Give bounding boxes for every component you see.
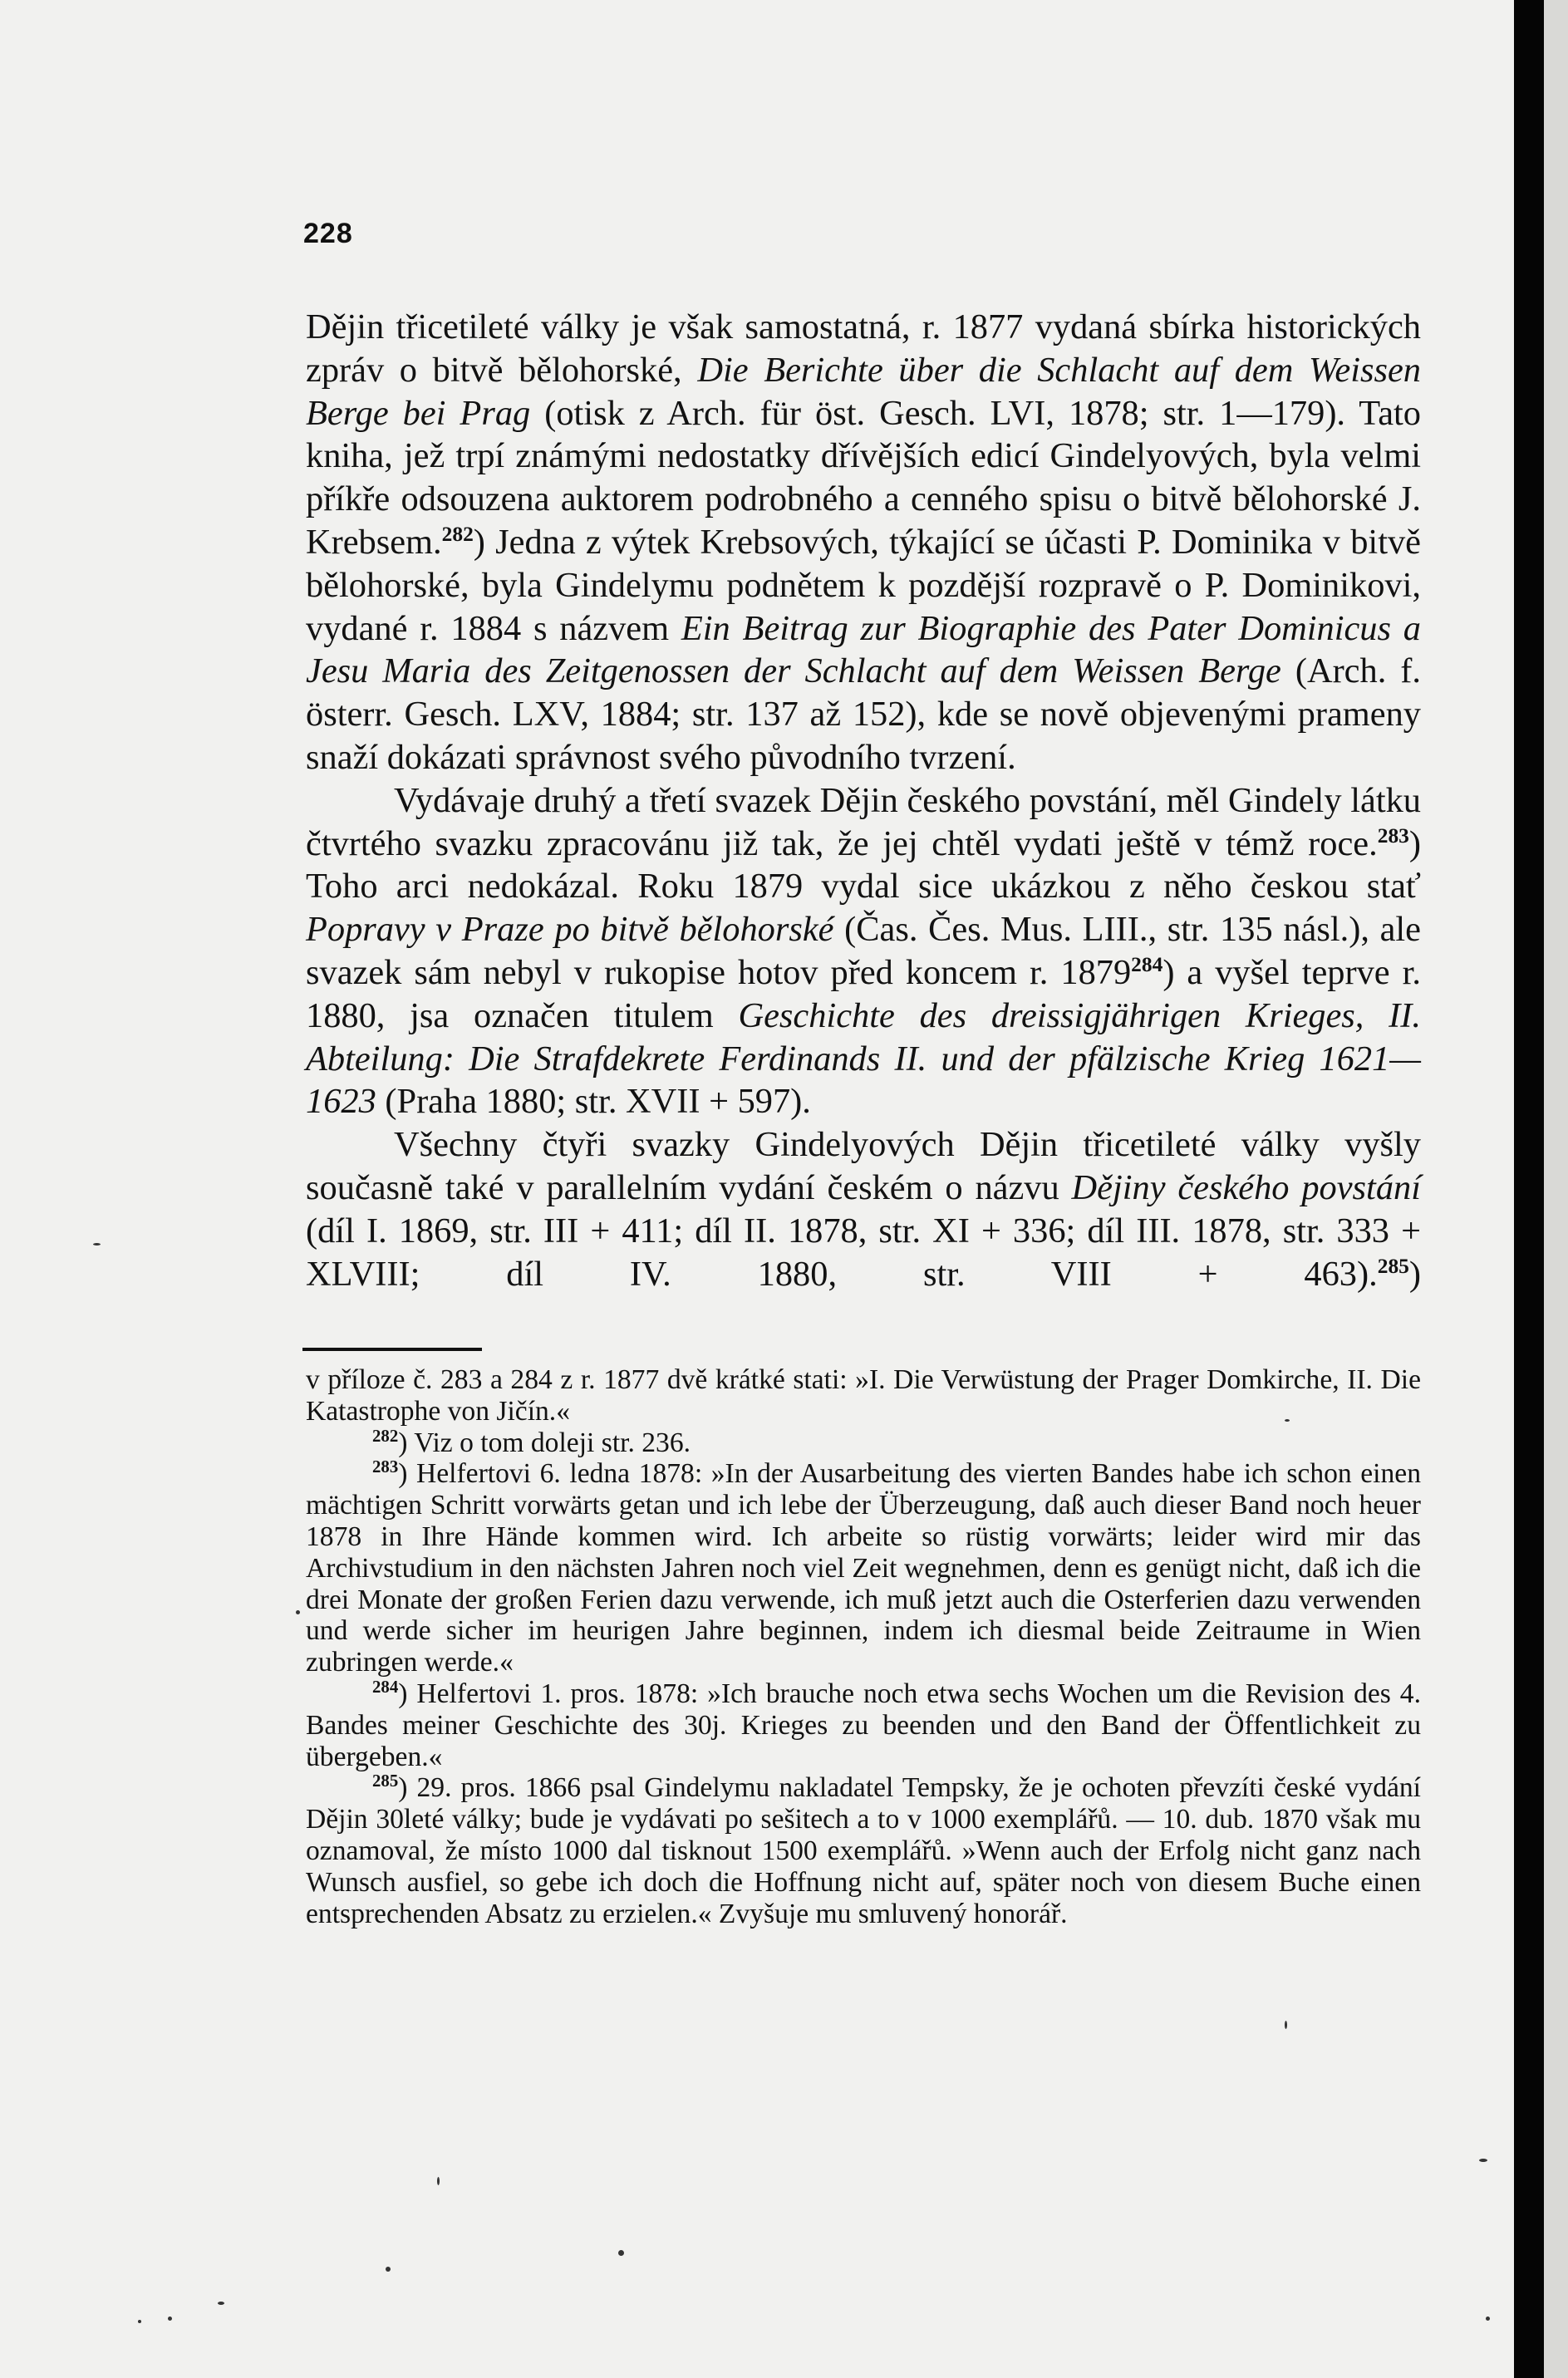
p1-text-c: ) Jedna z výtek Krebsových, týkající se účasti P. Dominika v bitvě bělohorské, byla Gindelymu podnětem k pozdější rozpravě o P. Dominikovi, vydané r. 1884 s názvem bbox=[306, 522, 1421, 648]
scan-speck bbox=[1479, 2159, 1487, 2162]
footnotes bbox=[306, 1364, 1421, 1929]
scan-speck bbox=[93, 1243, 101, 1246]
paragraph-1 bbox=[306, 306, 1421, 779]
footnote-285-text: ) 29. pros. 1866 psal Gindelymu nakladatel Tempsky, že je ochoten převzíti české vydání Dějin 30leté války; bude je vydávati po sešitech a to v 1000 exemplářů. — 10. dub. 1870 však mu oznamoval, že místo 1000 dal tisknout 1500 exemplářů. »Wenn auch der Erfolg nicht ganz nach Wunsch ausfiel, so gebe ich doch die Hoffnung nicht auf, später noch von diesem Buche einen entsprechenden Absatz zu erzielen.« Zvyšuje mu smluvený honorář. bbox=[306, 1772, 1421, 1929]
footnote-continuation: v příloze č. 283 a 284 z r. 1877 dvě krátké stati: »I. Die Verwüstung der Prager Domkirche, II. Die Katastrophe von Jičín.« bbox=[306, 1364, 1421, 1427]
adjacent-page-edge bbox=[1544, 0, 1568, 2378]
p3-text-a: Všechny čtyři svazky Gindelyových Dějin třicetileté války vyšly současně také v parallelním vydání českém o názvu bbox=[306, 1125, 1421, 1207]
scan-speck bbox=[138, 2320, 141, 2323]
footnote-285-mark: 285 bbox=[372, 1771, 399, 1791]
paragraph-2 bbox=[306, 779, 1421, 1123]
scan-speck bbox=[168, 2317, 172, 2321]
p1-title-beitrag: Ein Beitrag zur Biographie des Pater Dominicus a Jesu Maria des Zeitgenossen der Schlacht auf dem Weissen Berge bbox=[306, 608, 1421, 691]
scan-speck bbox=[386, 2267, 391, 2272]
p3-text-b: (díl I. 1869, str. III + 411; díl II. 1878, str. XI + 336; díl III. 1878, str. 333 + XLVIII; díl IV. 1880, str. VIII + 463). bbox=[306, 1211, 1421, 1294]
scan-speck bbox=[1285, 2021, 1287, 2029]
footnote-282-mark: 282 bbox=[372, 1425, 399, 1446]
scan-speck bbox=[296, 1610, 300, 1614]
p1-text-b: (otisk z Arch. für öst. Gesch. LVI, 1878; str. 1—179). Tato kniha, jež trpí známými nedostatky dřívějších edicí Gindelyových, byla velmi příkře odsouzena auktorem podrobného a cenného spisu o bitvě bělohorské J. Krebsem. bbox=[306, 393, 1421, 562]
footnote-284 bbox=[306, 1678, 1421, 1772]
footnote-283-mark: 283 bbox=[372, 1457, 399, 1477]
footnote-282 bbox=[306, 1427, 1421, 1459]
paragraph-3 bbox=[306, 1123, 1421, 1295]
p2-title-popravy: Popravy v Praze po bitvě bělohorské bbox=[306, 910, 834, 950]
page-number: 228 bbox=[303, 218, 353, 249]
p3-text-c: ) bbox=[1408, 1254, 1421, 1294]
footnote-ref-282: 282 bbox=[441, 521, 474, 546]
p1-title-berichte: Die Berichte über die Schlacht auf dem Weissen Berge bei Prag bbox=[306, 350, 1421, 433]
footnote-separator bbox=[302, 1348, 482, 1351]
footnote-284-text: ) Helfertovi 1. pros. 1878: »Ich brauche noch etwa sechs Wochen um die Revision des 4. Bandes meiner Geschichte des 30j. Krieges zu beenden und den Band der Öffentlichkeit zu übergeben.« bbox=[306, 1678, 1421, 1772]
footnote-ref-284: 284 bbox=[1131, 951, 1163, 976]
p2-text-c: (Čas. Čes. Mus. LIII., str. 135 násl.), ale svazek sám nebyl v rukopise hotov před koncem r. 1879 bbox=[306, 910, 1421, 992]
footnote-284-mark: 284 bbox=[372, 1676, 399, 1697]
scan-speck bbox=[618, 2250, 624, 2256]
p2-text-d: ) a vyšel teprve r. 1880, jsa označen titulem bbox=[306, 952, 1421, 1035]
footnote-283-text: ) Helfertovi 6. ledna 1878: »In der Ausarbeitung des vierten Bandes habe ich schon einen mächtigen Schritt vorwärts getan und ich lebe der Überzeugung, daß auch dieser Band noch heuer 1878 in Ihre Hände kommen wird. Ich arbeite so rüstig vorwärts; leider wird mir das Archivstudium in den nächsten Jahren noch viel Zeit wegnehmen, denn es genügt nicht, daß ich die drei Monate der großen Ferien dazu verwende, ich muß jetzt auch die Osterferien dazu verwenden und werde sicher im heurigen Jahre beginnen, indem ich diesmal beide Zeitraume in Wien zubringen werde.« bbox=[306, 1458, 1421, 1678]
footnote-ref-283: 283 bbox=[1377, 823, 1409, 848]
footnote-282-text: ) Viz o tom doleji str. 236. bbox=[398, 1427, 691, 1458]
main-text bbox=[306, 306, 1421, 1295]
scan-speck bbox=[1486, 2317, 1490, 2321]
p2-text-b: ) Toho arci nedokázal. Roku 1879 vydal sice ukázkou z něho českou stať bbox=[306, 823, 1421, 906]
p2-text-a: Vydávaje druhý a třetí svazek Dějin českého povstání, měl Gindely látku čtvrtého svazku zpracovánu již tak, že jej chtěl vydati ještě v témž roce. bbox=[306, 780, 1421, 863]
footnote-285 bbox=[306, 1772, 1421, 1929]
p2-text-e: (Praha 1880; str. XVII + 597). bbox=[376, 1082, 811, 1122]
footnote-ref-285: 285 bbox=[1377, 1253, 1409, 1278]
scan-speck bbox=[218, 2302, 224, 2305]
p2-title-geschichte: Geschichte des dreissigjährigen Krieges, II. Abteilung: Die Strafdekrete Ferdinands II. und der pfälzische Krieg 1621—1623 bbox=[306, 995, 1421, 1122]
p1-text-d: (Arch. f. österr. Gesch. LXV, 1884; str. 137 až 152), kde se nově objevenými prameny snaží dokázati správnost svého původního tvrzení. bbox=[306, 651, 1421, 777]
scan-speck bbox=[437, 2177, 440, 2185]
footnote-283 bbox=[306, 1458, 1421, 1678]
p1-text-a: Dějin třicetileté války je však samostatná, r. 1877 vydaná sbírka historických zpráv o bitvě bělohorské, bbox=[306, 307, 1421, 390]
scan-speck bbox=[1285, 1419, 1290, 1422]
p3-title-dejiny: Dějiny českého povstání bbox=[1071, 1167, 1421, 1207]
